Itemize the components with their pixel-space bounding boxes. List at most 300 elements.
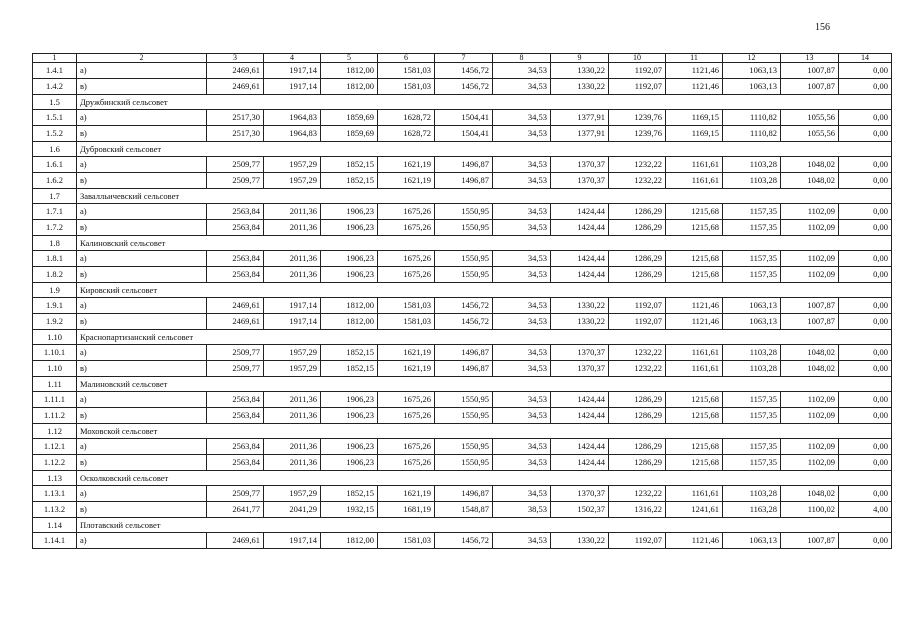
value-cell: 1316,22 <box>609 502 666 518</box>
value-cell: 1675,26 <box>378 455 435 471</box>
value-cell: 1812,00 <box>321 533 378 549</box>
value-cell: 1330,22 <box>551 63 609 79</box>
value-cell: 1621,19 <box>378 361 435 377</box>
value-cell: 1286,29 <box>609 220 666 236</box>
value-cell: 0,00 <box>839 173 892 189</box>
row-label: а) <box>77 533 207 549</box>
value-cell: 0,00 <box>839 204 892 220</box>
row-id: 1.14.1 <box>33 533 77 549</box>
value-cell: 34,53 <box>493 392 551 408</box>
value-cell: 1550,95 <box>435 251 493 267</box>
value-cell: 1812,00 <box>321 79 378 95</box>
table-row <box>33 314 892 330</box>
row-label: а) <box>77 486 207 502</box>
value-cell: 34,53 <box>493 486 551 502</box>
value-cell: 1157,35 <box>723 267 781 283</box>
value-cell: 1859,69 <box>321 126 378 142</box>
value-cell: 1957,29 <box>264 361 321 377</box>
value-cell: 1215,68 <box>666 408 723 424</box>
value-cell: 1496,87 <box>435 486 493 502</box>
value-cell: 1215,68 <box>666 204 723 220</box>
row-id: 1.13.1 <box>33 486 77 502</box>
table-row <box>33 408 892 424</box>
value-cell: 1048,02 <box>781 345 839 361</box>
value-cell: 1100,02 <box>781 502 839 518</box>
row-label: а) <box>77 298 207 314</box>
value-cell: 1502,37 <box>551 502 609 518</box>
value-cell: 1286,29 <box>609 439 666 455</box>
value-cell: 2011,36 <box>264 439 321 455</box>
tariff-table <box>32 53 892 549</box>
table-row <box>33 392 892 408</box>
column-header: 5 <box>321 54 378 63</box>
row-id: 1.10.1 <box>33 345 77 361</box>
value-cell: 1957,29 <box>264 486 321 502</box>
section-title: Краснопартизанский сельсовет <box>77 330 892 345</box>
section-row <box>33 142 892 157</box>
value-cell: 2563,84 <box>207 408 264 424</box>
value-cell: 34,53 <box>493 533 551 549</box>
value-cell: 1121,46 <box>666 79 723 95</box>
value-cell: 1063,13 <box>723 533 781 549</box>
table-row <box>33 502 892 518</box>
value-cell: 1215,68 <box>666 220 723 236</box>
value-cell: 1192,07 <box>609 314 666 330</box>
value-cell: 1215,68 <box>666 439 723 455</box>
value-cell: 1007,87 <box>781 79 839 95</box>
value-cell: 34,53 <box>493 126 551 142</box>
value-cell: 34,53 <box>493 157 551 173</box>
value-cell: 1157,35 <box>723 220 781 236</box>
row-id: 1.9.1 <box>33 298 77 314</box>
value-cell: 1048,02 <box>781 157 839 173</box>
value-cell: 1675,26 <box>378 251 435 267</box>
value-cell: 1157,35 <box>723 251 781 267</box>
value-cell: 2509,77 <box>207 157 264 173</box>
value-cell: 1286,29 <box>609 455 666 471</box>
value-cell: 2563,84 <box>207 455 264 471</box>
table-body <box>33 54 892 549</box>
value-cell: 1906,23 <box>321 220 378 236</box>
value-cell: 0,00 <box>839 408 892 424</box>
value-cell: 34,53 <box>493 408 551 424</box>
section-title: Малиновский сельсовет <box>77 377 892 392</box>
value-cell: 1370,37 <box>551 361 609 377</box>
value-cell: 38,53 <box>493 502 551 518</box>
table-row <box>33 345 892 361</box>
header-row <box>33 54 892 63</box>
value-cell: 0,00 <box>839 157 892 173</box>
value-cell: 2509,77 <box>207 486 264 502</box>
value-cell: 34,53 <box>493 455 551 471</box>
value-cell: 34,53 <box>493 251 551 267</box>
value-cell: 1917,14 <box>264 298 321 314</box>
value-cell: 1906,23 <box>321 392 378 408</box>
value-cell: 1232,22 <box>609 173 666 189</box>
table-row <box>33 173 892 189</box>
value-cell: 2011,36 <box>264 251 321 267</box>
value-cell: 1215,68 <box>666 267 723 283</box>
value-cell: 1550,95 <box>435 267 493 283</box>
value-cell: 1906,23 <box>321 204 378 220</box>
value-cell: 4,00 <box>839 502 892 518</box>
value-cell: 1103,28 <box>723 173 781 189</box>
value-cell: 34,53 <box>493 345 551 361</box>
row-id: 1.5.1 <box>33 110 77 126</box>
value-cell: 1456,72 <box>435 79 493 95</box>
section-title: Завалльичевский сельсовет <box>77 189 892 204</box>
value-cell: 1055,56 <box>781 126 839 142</box>
column-header: 11 <box>666 54 723 63</box>
value-cell: 1424,44 <box>551 392 609 408</box>
section-id: 1.10 <box>33 330 77 345</box>
value-cell: 1370,37 <box>551 173 609 189</box>
row-id: 1.7.1 <box>33 204 77 220</box>
value-cell: 1102,09 <box>781 455 839 471</box>
column-header: 12 <box>723 54 781 63</box>
value-cell: 1496,87 <box>435 173 493 189</box>
row-label: в) <box>77 173 207 189</box>
value-cell: 1192,07 <box>609 79 666 95</box>
value-cell: 1675,26 <box>378 439 435 455</box>
section-id: 1.5 <box>33 95 77 110</box>
value-cell: 1675,26 <box>378 267 435 283</box>
row-id: 1.6.2 <box>33 173 77 189</box>
value-cell: 1628,72 <box>378 110 435 126</box>
value-cell: 1852,15 <box>321 345 378 361</box>
value-cell: 2469,61 <box>207 533 264 549</box>
value-cell: 0,00 <box>839 63 892 79</box>
value-cell: 1581,03 <box>378 533 435 549</box>
value-cell: 1215,68 <box>666 392 723 408</box>
value-cell: 0,00 <box>839 251 892 267</box>
value-cell: 1048,02 <box>781 173 839 189</box>
row-label: а) <box>77 439 207 455</box>
value-cell: 34,53 <box>493 439 551 455</box>
row-label: в) <box>77 126 207 142</box>
value-cell: 1456,72 <box>435 298 493 314</box>
row-label: в) <box>77 79 207 95</box>
row-id: 1.12.2 <box>33 455 77 471</box>
value-cell: 2011,36 <box>264 455 321 471</box>
section-title: Плотавский сельсовет <box>77 518 892 533</box>
value-cell: 1055,56 <box>781 110 839 126</box>
value-cell: 0,00 <box>839 439 892 455</box>
row-id: 1.12.1 <box>33 439 77 455</box>
value-cell: 1161,61 <box>666 361 723 377</box>
row-id: 1.8.1 <box>33 251 77 267</box>
value-cell: 1370,37 <box>551 486 609 502</box>
value-cell: 2041,29 <box>264 502 321 518</box>
value-cell: 34,53 <box>493 361 551 377</box>
value-cell: 0,00 <box>839 345 892 361</box>
value-cell: 1424,44 <box>551 408 609 424</box>
value-cell: 0,00 <box>839 298 892 314</box>
value-cell: 2517,30 <box>207 126 264 142</box>
value-cell: 1550,95 <box>435 392 493 408</box>
table-row <box>33 251 892 267</box>
value-cell: 34,53 <box>493 298 551 314</box>
row-id: 1.5.2 <box>33 126 77 142</box>
value-cell: 1917,14 <box>264 79 321 95</box>
row-label: в) <box>77 267 207 283</box>
value-cell: 1063,13 <box>723 63 781 79</box>
section-id: 1.13 <box>33 471 77 486</box>
value-cell: 0,00 <box>839 267 892 283</box>
value-cell: 1504,41 <box>435 110 493 126</box>
value-cell: 2509,77 <box>207 173 264 189</box>
column-header: 2 <box>77 54 207 63</box>
row-id: 1.9.2 <box>33 314 77 330</box>
section-row <box>33 330 892 345</box>
row-id: 1.10 <box>33 361 77 377</box>
value-cell: 34,53 <box>493 110 551 126</box>
value-cell: 1964,83 <box>264 110 321 126</box>
value-cell: 2469,61 <box>207 298 264 314</box>
value-cell: 1906,23 <box>321 455 378 471</box>
row-id: 1.11.2 <box>33 408 77 424</box>
page-number: 156 <box>815 22 830 33</box>
value-cell: 1232,22 <box>609 345 666 361</box>
value-cell: 2641,77 <box>207 502 264 518</box>
value-cell: 34,53 <box>493 204 551 220</box>
value-cell: 1456,72 <box>435 314 493 330</box>
column-header: 4 <box>264 54 321 63</box>
section-row <box>33 377 892 392</box>
value-cell: 1812,00 <box>321 63 378 79</box>
value-cell: 1161,61 <box>666 157 723 173</box>
table-row <box>33 157 892 173</box>
value-cell: 1681,19 <box>378 502 435 518</box>
row-label: в) <box>77 455 207 471</box>
value-cell: 1548,87 <box>435 502 493 518</box>
value-cell: 1102,09 <box>781 220 839 236</box>
value-cell: 1621,19 <box>378 173 435 189</box>
value-cell: 1859,69 <box>321 110 378 126</box>
value-cell: 1906,23 <box>321 251 378 267</box>
value-cell: 1239,76 <box>609 110 666 126</box>
value-cell: 1063,13 <box>723 314 781 330</box>
value-cell: 1215,68 <box>666 251 723 267</box>
value-cell: 2011,36 <box>264 204 321 220</box>
section-id: 1.7 <box>33 189 77 204</box>
value-cell: 1812,00 <box>321 314 378 330</box>
column-header: 10 <box>609 54 666 63</box>
section-row <box>33 424 892 439</box>
value-cell: 1169,15 <box>666 126 723 142</box>
value-cell: 1048,02 <box>781 486 839 502</box>
value-cell: 0,00 <box>839 533 892 549</box>
value-cell: 1957,29 <box>264 345 321 361</box>
column-header: 13 <box>781 54 839 63</box>
value-cell: 2517,30 <box>207 110 264 126</box>
table-row <box>33 439 892 455</box>
table-row <box>33 533 892 549</box>
value-cell: 2509,77 <box>207 361 264 377</box>
value-cell: 1370,37 <box>551 345 609 361</box>
value-cell: 1103,28 <box>723 486 781 502</box>
value-cell: 1110,82 <box>723 110 781 126</box>
value-cell: 1424,44 <box>551 267 609 283</box>
value-cell: 1169,15 <box>666 110 723 126</box>
value-cell: 1906,23 <box>321 267 378 283</box>
value-cell: 34,53 <box>493 79 551 95</box>
value-cell: 1048,02 <box>781 361 839 377</box>
row-label: а) <box>77 251 207 267</box>
value-cell: 0,00 <box>839 486 892 502</box>
section-title: Осколковский сельсовет <box>77 471 892 486</box>
row-label: в) <box>77 408 207 424</box>
row-label: в) <box>77 361 207 377</box>
value-cell: 34,53 <box>493 267 551 283</box>
value-cell: 1007,87 <box>781 63 839 79</box>
row-id: 1.7.2 <box>33 220 77 236</box>
value-cell: 1007,87 <box>781 298 839 314</box>
value-cell: 1330,22 <box>551 298 609 314</box>
row-id: 1.11.1 <box>33 392 77 408</box>
value-cell: 1232,22 <box>609 361 666 377</box>
section-id: 1.6 <box>33 142 77 157</box>
section-title: Моховской сельсовет <box>77 424 892 439</box>
value-cell: 1424,44 <box>551 439 609 455</box>
value-cell: 1102,09 <box>781 204 839 220</box>
value-cell: 1063,13 <box>723 298 781 314</box>
value-cell: 1063,13 <box>723 79 781 95</box>
value-cell: 1232,22 <box>609 486 666 502</box>
section-id: 1.9 <box>33 283 77 298</box>
row-label: а) <box>77 204 207 220</box>
value-cell: 1330,22 <box>551 79 609 95</box>
value-cell: 1377,91 <box>551 126 609 142</box>
value-cell: 1550,95 <box>435 439 493 455</box>
row-label: а) <box>77 63 207 79</box>
value-cell: 1286,29 <box>609 204 666 220</box>
value-cell: 1581,03 <box>378 314 435 330</box>
value-cell: 2469,61 <box>207 314 264 330</box>
row-label: а) <box>77 157 207 173</box>
value-cell: 0,00 <box>839 392 892 408</box>
value-cell: 1007,87 <box>781 314 839 330</box>
value-cell: 0,00 <box>839 79 892 95</box>
row-label: в) <box>77 220 207 236</box>
value-cell: 1675,26 <box>378 392 435 408</box>
value-cell: 1424,44 <box>551 455 609 471</box>
value-cell: 34,53 <box>493 314 551 330</box>
value-cell: 1906,23 <box>321 408 378 424</box>
value-cell: 1286,29 <box>609 251 666 267</box>
row-id: 1.4.2 <box>33 79 77 95</box>
row-id: 1.8.2 <box>33 267 77 283</box>
value-cell: 1852,15 <box>321 486 378 502</box>
value-cell: 1906,23 <box>321 439 378 455</box>
table-row <box>33 63 892 79</box>
value-cell: 1424,44 <box>551 251 609 267</box>
table-row <box>33 79 892 95</box>
row-id: 1.6.1 <box>33 157 77 173</box>
value-cell: 34,53 <box>493 63 551 79</box>
value-cell: 1161,61 <box>666 345 723 361</box>
value-cell: 1917,14 <box>264 63 321 79</box>
value-cell: 1102,09 <box>781 251 839 267</box>
table-row <box>33 126 892 142</box>
table-row <box>33 455 892 471</box>
value-cell: 0,00 <box>839 126 892 142</box>
column-header: 3 <box>207 54 264 63</box>
row-label: в) <box>77 314 207 330</box>
value-cell: 1550,95 <box>435 220 493 236</box>
row-id: 1.4.1 <box>33 63 77 79</box>
value-cell: 2011,36 <box>264 392 321 408</box>
value-cell: 1103,28 <box>723 157 781 173</box>
value-cell: 1621,19 <box>378 157 435 173</box>
value-cell: 1110,82 <box>723 126 781 142</box>
value-cell: 1456,72 <box>435 533 493 549</box>
column-header: 14 <box>839 54 892 63</box>
value-cell: 1496,87 <box>435 345 493 361</box>
value-cell: 1192,07 <box>609 63 666 79</box>
value-cell: 1581,03 <box>378 63 435 79</box>
value-cell: 2469,61 <box>207 63 264 79</box>
value-cell: 1675,26 <box>378 204 435 220</box>
table-row <box>33 486 892 502</box>
value-cell: 1239,76 <box>609 126 666 142</box>
value-cell: 1161,61 <box>666 173 723 189</box>
value-cell: 1675,26 <box>378 408 435 424</box>
value-cell: 1157,35 <box>723 455 781 471</box>
section-title: Дружбинский сельсовет <box>77 95 892 110</box>
value-cell: 1628,72 <box>378 126 435 142</box>
column-header: 8 <box>493 54 551 63</box>
section-title: Калиновский сельсовет <box>77 236 892 251</box>
value-cell: 2563,84 <box>207 251 264 267</box>
value-cell: 1215,68 <box>666 455 723 471</box>
value-cell: 0,00 <box>839 220 892 236</box>
value-cell: 1286,29 <box>609 267 666 283</box>
section-id: 1.12 <box>33 424 77 439</box>
value-cell: 1232,22 <box>609 157 666 173</box>
value-cell: 1192,07 <box>609 533 666 549</box>
section-row <box>33 471 892 486</box>
section-id: 1.11 <box>33 377 77 392</box>
row-label: а) <box>77 392 207 408</box>
value-cell: 1917,14 <box>264 533 321 549</box>
value-cell: 1581,03 <box>378 79 435 95</box>
value-cell: 1330,22 <box>551 533 609 549</box>
value-cell: 1102,09 <box>781 408 839 424</box>
value-cell: 1102,09 <box>781 392 839 408</box>
value-cell: 2563,84 <box>207 439 264 455</box>
value-cell: 1157,35 <box>723 408 781 424</box>
value-cell: 2011,36 <box>264 408 321 424</box>
value-cell: 1957,29 <box>264 173 321 189</box>
value-cell: 1157,35 <box>723 392 781 408</box>
column-header: 7 <box>435 54 493 63</box>
value-cell: 1550,95 <box>435 455 493 471</box>
value-cell: 1241,61 <box>666 502 723 518</box>
value-cell: 2563,84 <box>207 220 264 236</box>
value-cell: 1370,37 <box>551 157 609 173</box>
value-cell: 2469,61 <box>207 79 264 95</box>
section-id: 1.8 <box>33 236 77 251</box>
column-header: 6 <box>378 54 435 63</box>
table-row <box>33 220 892 236</box>
value-cell: 1377,91 <box>551 110 609 126</box>
row-label: а) <box>77 110 207 126</box>
section-row <box>33 189 892 204</box>
value-cell: 1330,22 <box>551 314 609 330</box>
table-row <box>33 267 892 283</box>
section-id: 1.14 <box>33 518 77 533</box>
